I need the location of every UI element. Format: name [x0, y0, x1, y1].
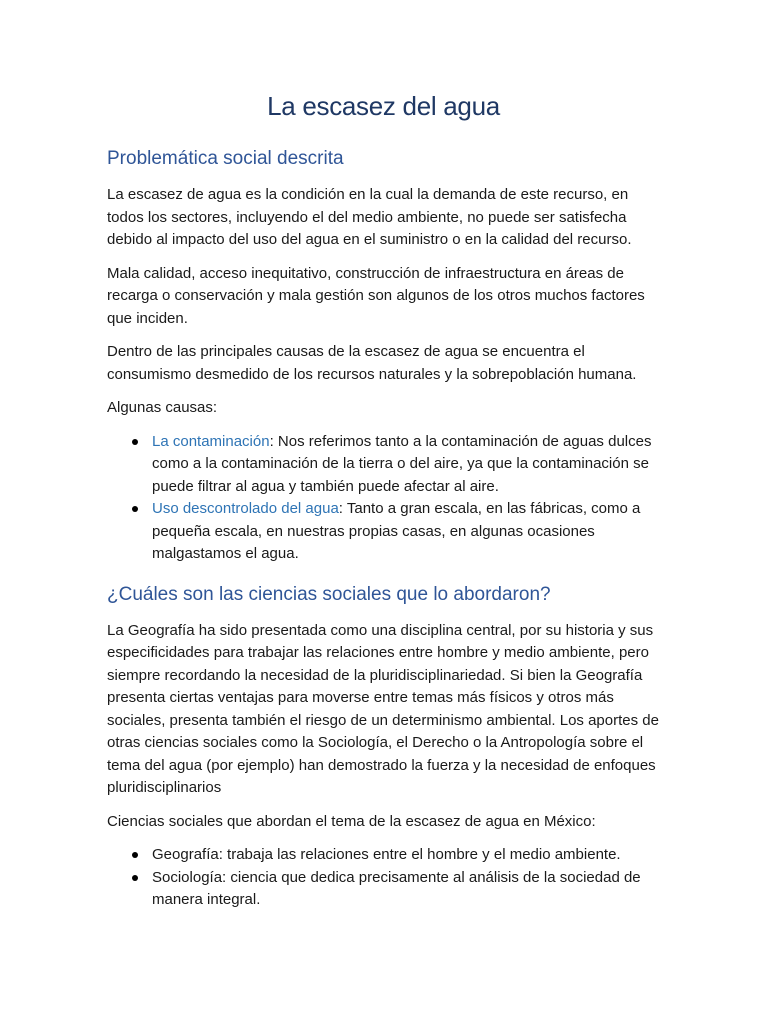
list-item-cause [152, 498, 660, 566]
section-heading-ciencias: ¿Cuáles son las ciencias sociales que lo abordaron? [107, 583, 551, 605]
document-title: La escasez del agua [267, 91, 500, 121]
cause-description: : Tanto a gran escala, en las fábricas, como a pequeña escala, en nuestras propias casas, en algunas ocasiones malgastamos el agua. [152, 500, 641, 562]
sciences-list [107, 844, 660, 912]
list-item-science: Geografía: trabaja las relaciones entre el hombre y el medio ambiente. [152, 844, 660, 867]
paragraph-factors: Mala calidad, acceso inequitativo, construcción de infraestructura en áreas de recarga o conservación y mala gestión son algunos de los otros muchos factores que inciden. [107, 264, 645, 327]
cause-description: : Nos referimos tanto a la contaminación de aguas dulces como a la contaminación de la tierra o del aire, ya que la contaminación se puede filtrar al agua y también puede afectar al aire. [152, 432, 652, 495]
paragraph-sciences-intro: Ciencias sociales que abordan el tema de la escasez de agua en México: [107, 812, 596, 830]
cause-term-link[interactable]: Uso descontrolado del agua [152, 500, 339, 517]
list-item-cause [152, 431, 660, 499]
section-heading-problematica: Problemática social descrita [107, 148, 344, 169]
list-item-science: Sociología: ciencia que dedica precisamente al análisis de la sociedad de manera integral. [152, 867, 660, 912]
paragraph-definition: La escasez de agua es la condición en la cual la demanda de este recurso, en todos los sectores, incluyendo el del medio ambiente, no puede ser satisfecha debido al impacto del uso del agua en el suministro o en la calidad del recurso. [107, 186, 632, 248]
causes-list [107, 431, 660, 566]
cause-term-link[interactable]: La contaminación [152, 432, 270, 450]
paragraph-causes-intro: Algunas causas: [107, 399, 218, 416]
paragraph-main-causes: Dentro de las principales causas de la escasez de agua se encuentra el consumismo desmedido de los recursos naturales y la sobrepoblación humana. [107, 343, 637, 383]
paragraph-geografia: La Geografía ha sido presentada como una disciplina central, por su historia y sus especificidades para trabajar las relaciones entre hombre y medio ambiente, pero siempre recordando la necesidad de la pluridisciplinariedad. Si bien la Geografía presenta ciertas ventajas para moverse entre temas más físicos y otros más sociales, presenta también el riesgo de un determinismo ambiental. Los aportes de otras ciencias sociales como la Sociología, el Derecho o la Antropología sobre el tema del agua (por ejemplo) han demostrado la fuerza y la necesidad de enfoques pluridisciplinarios [107, 621, 659, 796]
